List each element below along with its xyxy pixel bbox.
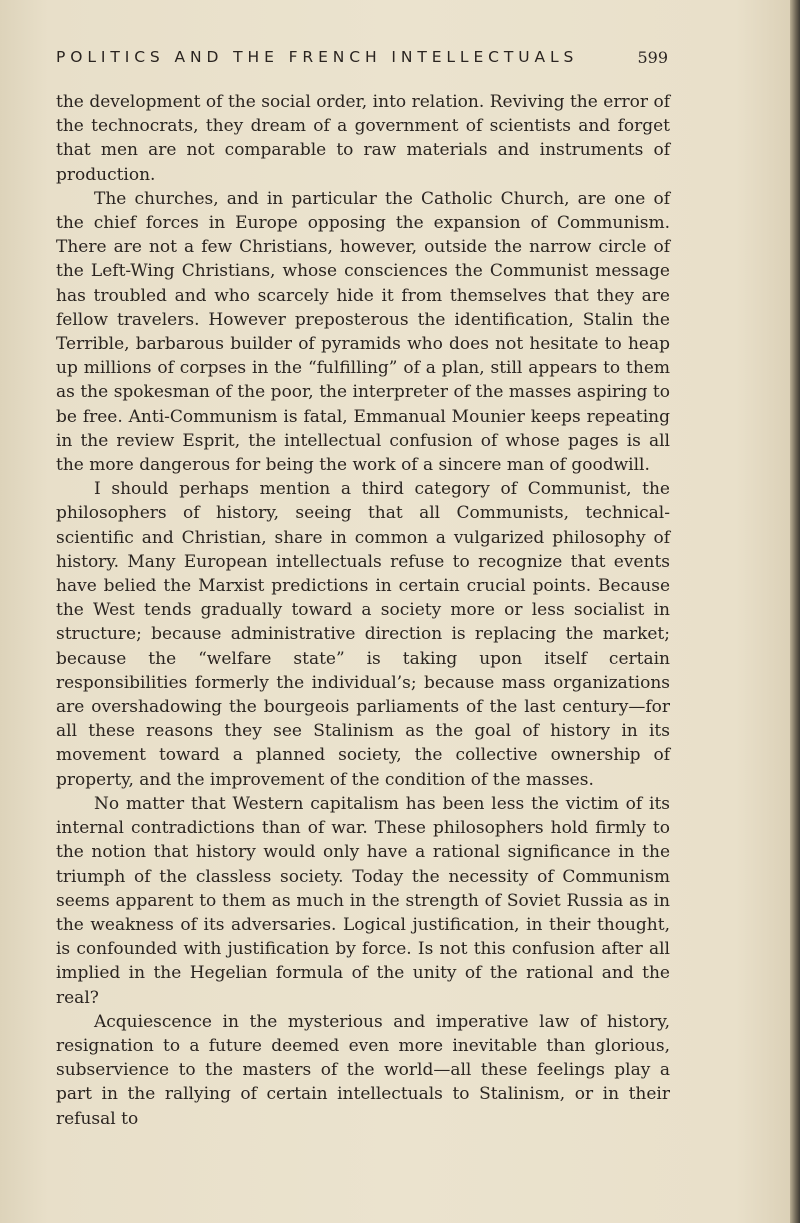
paragraph-3: I should perhaps mention a third category of Communist, the philosophers of history, seeing that all Communists, technical-scientific and Christian, share in common a vulgarized philosophy of history. Many European intellectuals refuse to recognize that events have belied the Marxist predictions in certain crucial points. Because the West tends gradually toward a society more or less socialist in structure; because administrative direction is replacing the market; because the “welfare state” is taking upon itself certain responsibilities formerly the individual’s; because mass organizations are overshadowing the bourgeois parliaments of the last century—for all these reasons they see Stalinism as the goal of history in its movement toward a planned society, the collective ownership of property, and the improvement of the condition of the masses. (56, 479, 670, 790)
paragraph-1: the development of the social order, into relation. Reviving the error of the technocrats, they dream of a government of scientists and forget that men are not comparable to raw materials and instruments of production. (56, 92, 670, 185)
page-header (56, 48, 668, 72)
page-number: 599 (637, 48, 668, 67)
paragraph-5: Acquiescence in the mysterious and imperative law of history, resignation to a future deemed even more inevitable than glorious, subservience to the masters of the world—all these feelings play a part in the rallying of certain intellectuals to Stalinism, or in their refusal to (56, 1011, 670, 1129)
paragraph-2: The churches, and in particular the Catholic Church, are one of the chief forces in Europe opposing the expansion of Communism. There are not a few Christians, however, outside the narrow circle of the Left-Wing Christians, whose consciences the Communist message has troubled and who scarcely hide it from themselves that they are fellow travelers. However preposterous the identification, Stalin the Terrible, barbarous builder of pyramids who does not hesitate to heap up millions of corpses in the “fulfilling” of a plan, still appears to them as the spokesman of the poor, the interpreter of the masses aspiring to be free. Anti-Communism is fatal, Emmanual Mounier keeps repeating in the review Esprit, the intellectual confusion of whose pages is all the more dangerous for being the work of a sincere man of goodwill. (56, 188, 670, 476)
running-head: POLITICS AND THE FRENCH INTELLECTUALS (56, 48, 579, 66)
book-spine-edge (790, 0, 800, 1223)
paragraph-4: No matter that Western capitalism has been less the victim of its internal contradictions than of war. These philosophers hold firmly to the notion that history would only have a rational significance in the triumph of the classless society. Today the necessity of Communism seems apparent to them as much in the strength of Soviet Russia as in the weakness of its adversaries. Logical justification, in their thought, is confounded with justification by force. Is not this confusion after all implied in the Hegelian formula of the unity of the rational and the real? (56, 793, 670, 1008)
body-text (56, 90, 670, 1131)
